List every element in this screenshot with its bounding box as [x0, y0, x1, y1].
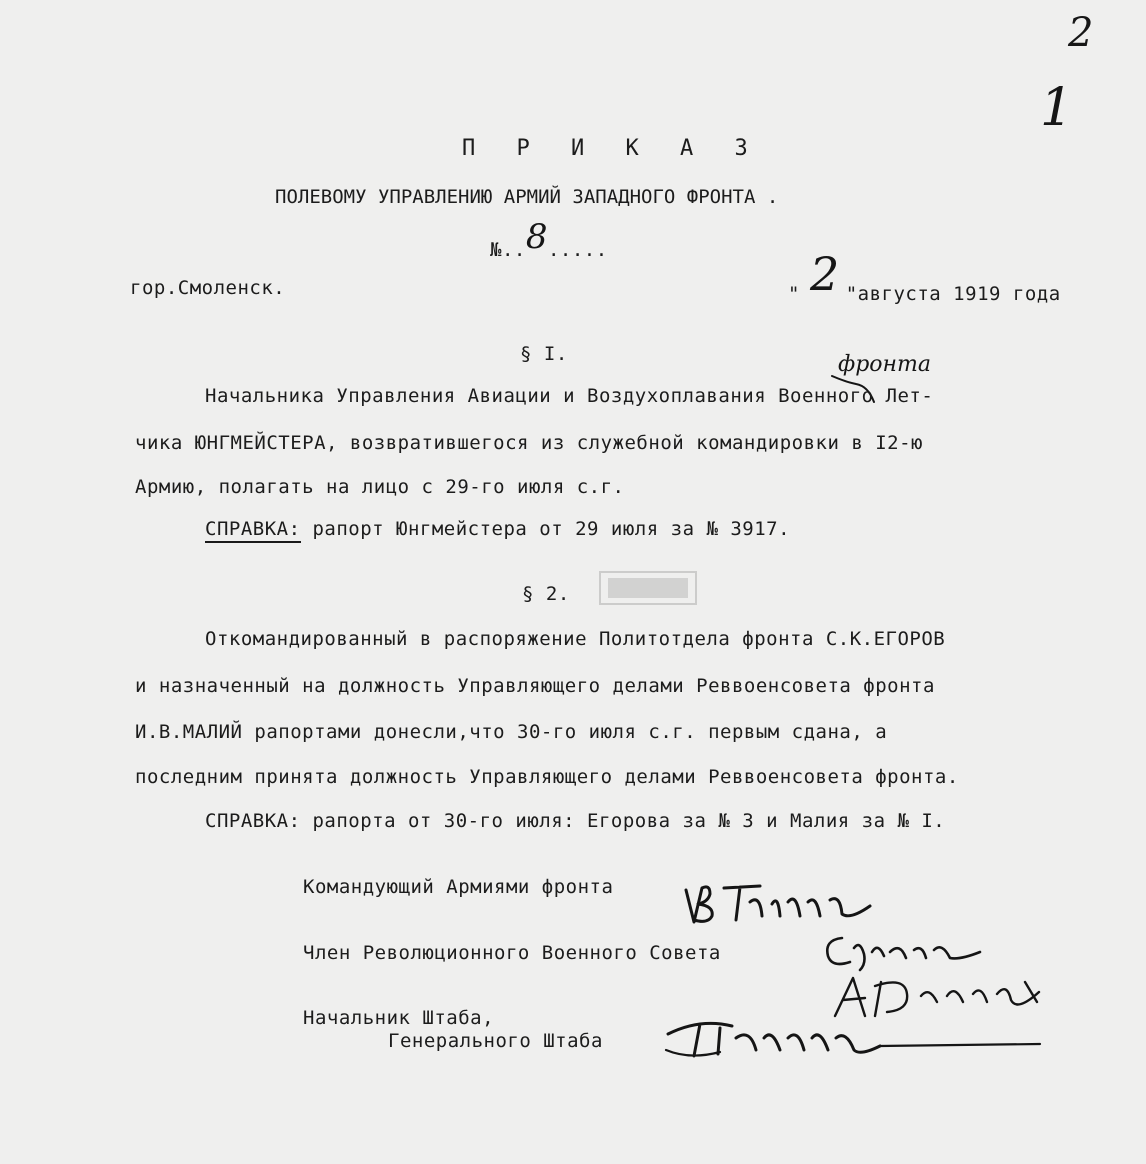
order-number [490, 217, 608, 261]
section2-heading: § 2. [522, 583, 570, 605]
city: гор.Смоленск. [130, 277, 286, 299]
document-subtitle: ПОЛЕВОМУ УПРАВЛЕНИЮ АРМИЙ ЗАПАДНОГО ФРОНТА . [275, 186, 779, 208]
order-number-suffix: ..... [547, 239, 608, 261]
signature-general-staff [660, 1010, 1050, 1065]
section2-line-3: И.В.МАЛИЙ рапортами донесли,что 30-го июля с.г. первым сдана, а [135, 721, 888, 743]
section1-reference-text: рапорт Юнгмейстера от 29 июля за № 3917. [300, 518, 791, 540]
signatory-council-member: Член Революционного Военного Совета [303, 942, 721, 964]
section2-line-1: Откомандированный в распоряжение Политотдела фронта С.К.ЕГОРОВ [205, 628, 946, 650]
sheet-number: 1 [1040, 78, 1074, 138]
section1-line-2: чика ЮНГМЕЙСТЕРА, возвратившегося из служебной командировки в I2-ю [135, 432, 923, 454]
faded-stamp [598, 570, 698, 606]
document-date [788, 247, 1061, 305]
section1-insert: фронта [838, 352, 932, 377]
section1-reference [205, 518, 790, 540]
date-rest: "августа 1919 года [845, 283, 1061, 305]
signature-commander [680, 880, 880, 930]
section1-line-3: Армию, полагать на лицо с 29-го июля с.г. [135, 476, 625, 498]
document-title: П Р И К А З [462, 136, 762, 161]
signature-council-member [820, 930, 990, 975]
signatory-commander: Командующий Армиями фронта [303, 876, 614, 898]
section1-line-1: Начальника Управления Авиации и Воздухоплавания Военного Лет- [205, 385, 934, 407]
section1-reference-label: СПРАВКА: [205, 518, 301, 543]
section2-reference: СПРАВКА: рапорта от 30-го июля: Егорова за № 3 и Малия за № I. [205, 810, 946, 832]
section2-line-4: последним принята должность Управляющего делами Реввоенсовета фронта. [135, 766, 959, 788]
signatory-general-staff: Генерального Штаба [388, 1030, 603, 1052]
order-number-prefix: №.. [490, 239, 526, 261]
page-number: 2 [1068, 10, 1094, 56]
section1-heading: § I. [520, 343, 568, 365]
section2-line-2: и назначенный на должность Управляющего делами Реввоенсовета фронта [135, 675, 935, 697]
order-number-value: 8 [525, 217, 548, 257]
date-open-quote: " [788, 283, 800, 305]
signatory-chief-of-staff: Начальник Штаба, [303, 1007, 495, 1029]
date-day: 2 [809, 247, 840, 301]
